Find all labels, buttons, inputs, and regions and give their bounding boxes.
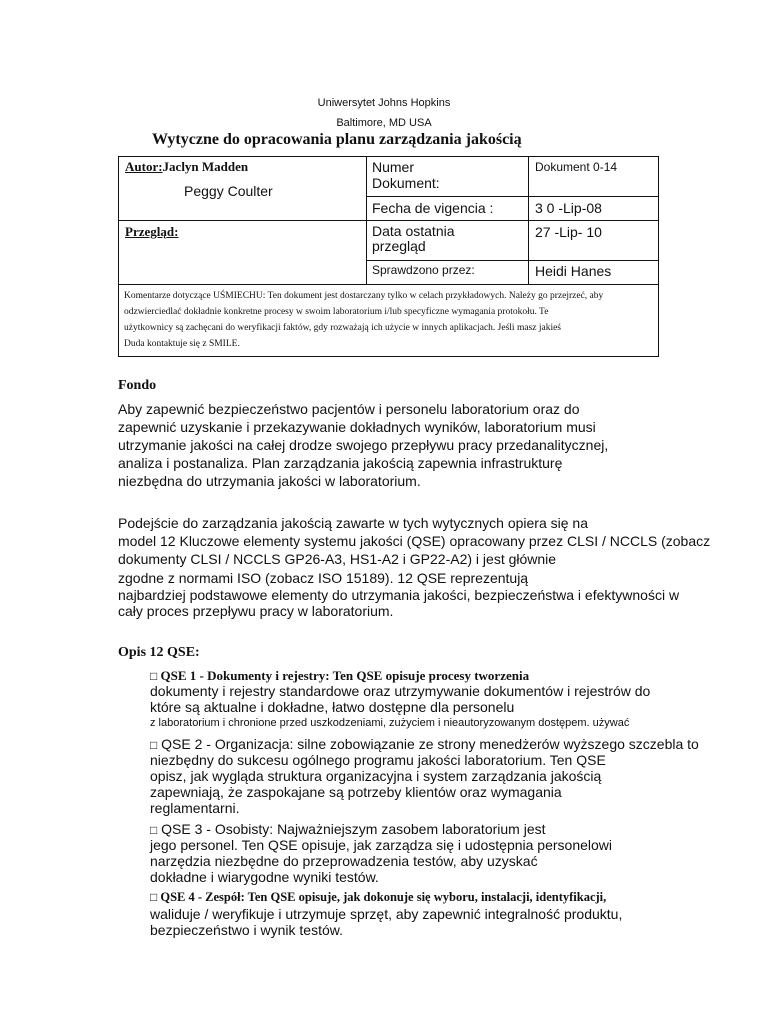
checked-by-label: Sprawdzono przez:: [372, 263, 475, 277]
university-name: Uniwersytet Johns Hopkins: [317, 97, 451, 109]
qse-2-title: QSE 2 - Organizacja: silne zobowiązanie ze strony menedżerów wyższego szczebla to: [161, 736, 699, 752]
paragraph-line: zgodne z normami ISO (zobacz ISO 15189). 12 QSE reprezentują: [118, 570, 529, 586]
qse-3-item: [150, 821, 710, 885]
qse-1-line: dokumenty i rejestry standardowe oraz utrzymywanie dokumentów i rejestrów do: [150, 683, 651, 699]
paragraph-line: model 12 Kluczowe elementy systemu jakości (QSE) opracowany przez CLSI / NCCLS (zobacz: [118, 533, 711, 549]
qse-4-line: waliduje / weryfikuje i utrzymuje sprzęt, aby zapewnić integralność produktu,: [150, 906, 623, 922]
author-primary: Jaclyn Madden: [162, 159, 249, 174]
comment-line: Komentarze dotyczące UŚMIECHU: Ten dokument jest dostarczany tylko w celach przykładowych. Należy go przejrzeć, aby: [124, 291, 604, 301]
fondo-paragraph-2: [118, 515, 718, 620]
page-title: Wytyczne do opracowania planu zarządzania jakością: [152, 131, 522, 148]
location: Baltimore, MD USA: [336, 117, 432, 129]
document-number: Dokument 0-14: [535, 160, 618, 174]
qse-2-line: niezbędny do sukcesu ogólnego programu jakości laboratorium. Ten QSE: [150, 752, 606, 768]
author-cell: [125, 159, 248, 175]
qse-2-line: zapewniają, że zaspokajane są potrzeby klientów oraz wymagania: [150, 784, 562, 800]
section-heading-opis: Opis 12 QSE:: [118, 645, 200, 660]
qse-2-item: [150, 736, 710, 816]
number-label-1: Numer: [372, 159, 415, 175]
qse-1-small-line: z laboratorium i chronione przed uszkodzeniami, zużyciem i nieautoryzowanym dostępem. używać: [150, 717, 630, 729]
number-label-2: Dokument:: [372, 175, 440, 191]
last-review-value: 27 -Lip- 10: [535, 224, 602, 240]
checkbox-bullet-icon: □: [150, 890, 158, 904]
paragraph-line: utrzymanie jakości na całej drodze swojego przepływu pracy przedanalitycznej,: [118, 437, 609, 453]
paragraph-line: najbardziej podstawowe elementy do utrzymania jakości, bezpieczeństwa i efektywności w: [118, 587, 680, 603]
paragraph-line: cały proces przepływu pracy w laboratorium.: [118, 603, 394, 619]
paragraph-line: niezbędna do utrzymania jakości w laboratorium.: [118, 473, 421, 489]
last-review-label-2: przegląd: [372, 238, 426, 254]
paragraph-line: Aby zapewnić bezpieczeństwo pacjentów i personelu laboratorium oraz do: [118, 401, 580, 417]
qse-2-line: reglamentarni.: [150, 800, 240, 816]
paragraph-line: analiza i postanaliza. Plan zarządzania jakością zapewnia infrastrukturę: [118, 455, 563, 471]
checked-by-value: Heidi Hanes: [535, 263, 612, 279]
author-label: Autor:: [125, 159, 163, 174]
effective-date-label: Fecha de vigencia :: [372, 200, 494, 216]
qse-1-item: [150, 668, 710, 730]
qse-4-item: [150, 890, 720, 938]
qse-1-title: QSE 1 - Dokumenty i rejestry: Ten QSE opisuje procesy tworzenia: [160, 668, 530, 683]
comment-line: użytkownicy są zachęcani do weryfikacji faktów, gdy rozważają ich użycie w innych aplikacjach. Jeśli masz jakieś: [124, 323, 561, 333]
qse-3-line: dokładne i wiarygodne wyniki testów.: [150, 869, 379, 885]
qse-2-line: opisz, jak wygląda struktura organizacyjna i system zarządzania jakością: [150, 768, 602, 784]
qse-3-title: QSE 3 - Osobisty: Najważniejszym zasobem laboratorium jest: [161, 821, 546, 837]
comment-line: odzwierciedlać dokładnie konkretne procesy w swoim laboratorium i/lub specyficzne wymagania protokołu. Te: [124, 307, 549, 317]
section-heading-fondo: Fondo: [118, 378, 157, 393]
qse-4-title: QSE 4 - Zespół: Ten QSE opisuje, jak dokonuje się wyboru, instalacji, identyfikacji,: [160, 890, 607, 904]
review-label: Przegląd:: [125, 224, 179, 239]
qse-3-line: jego personel. Ten QSE opisuje, jak zarządza się i udostępnia personelowi: [150, 837, 613, 853]
paragraph-line: dokumenty CLSI / NCCLS GP26-A3, HS1-A2 i GP22-A2) i jest głównie: [118, 551, 557, 567]
qse-4-line: bezpieczeństwo i wynik testów.: [150, 922, 343, 938]
paragraph-line: zapewnić uzyskanie i przekazywanie dokładnych wyników, laboratorium musi: [118, 419, 596, 435]
checkbox-bullet-icon: □: [150, 669, 158, 683]
checkbox-bullet-icon: □: [150, 738, 158, 752]
paragraph-line: Podejście do zarządzania jakością zawarte w tych wytycznych opiera się na: [118, 515, 589, 531]
effective-date-value: 3 0 -Lip-08: [535, 200, 602, 216]
last-review-label-1: Data ostatnia: [372, 223, 455, 239]
qse-3-line: narzędzia niezbędne do przeprowadzenia testów, aby uzyskać: [150, 853, 538, 869]
fondo-paragraph-1: [118, 401, 718, 491]
author-secondary: Peggy Coulter: [184, 183, 273, 199]
comment-line: Duda kontaktuje się z SMILE.: [124, 339, 240, 349]
comment-box: [124, 288, 656, 352]
qse-1-line: które są aktualne i dokładne, łatwo dostępne dla personelu: [150, 699, 515, 715]
checkbox-bullet-icon: □: [150, 823, 158, 837]
